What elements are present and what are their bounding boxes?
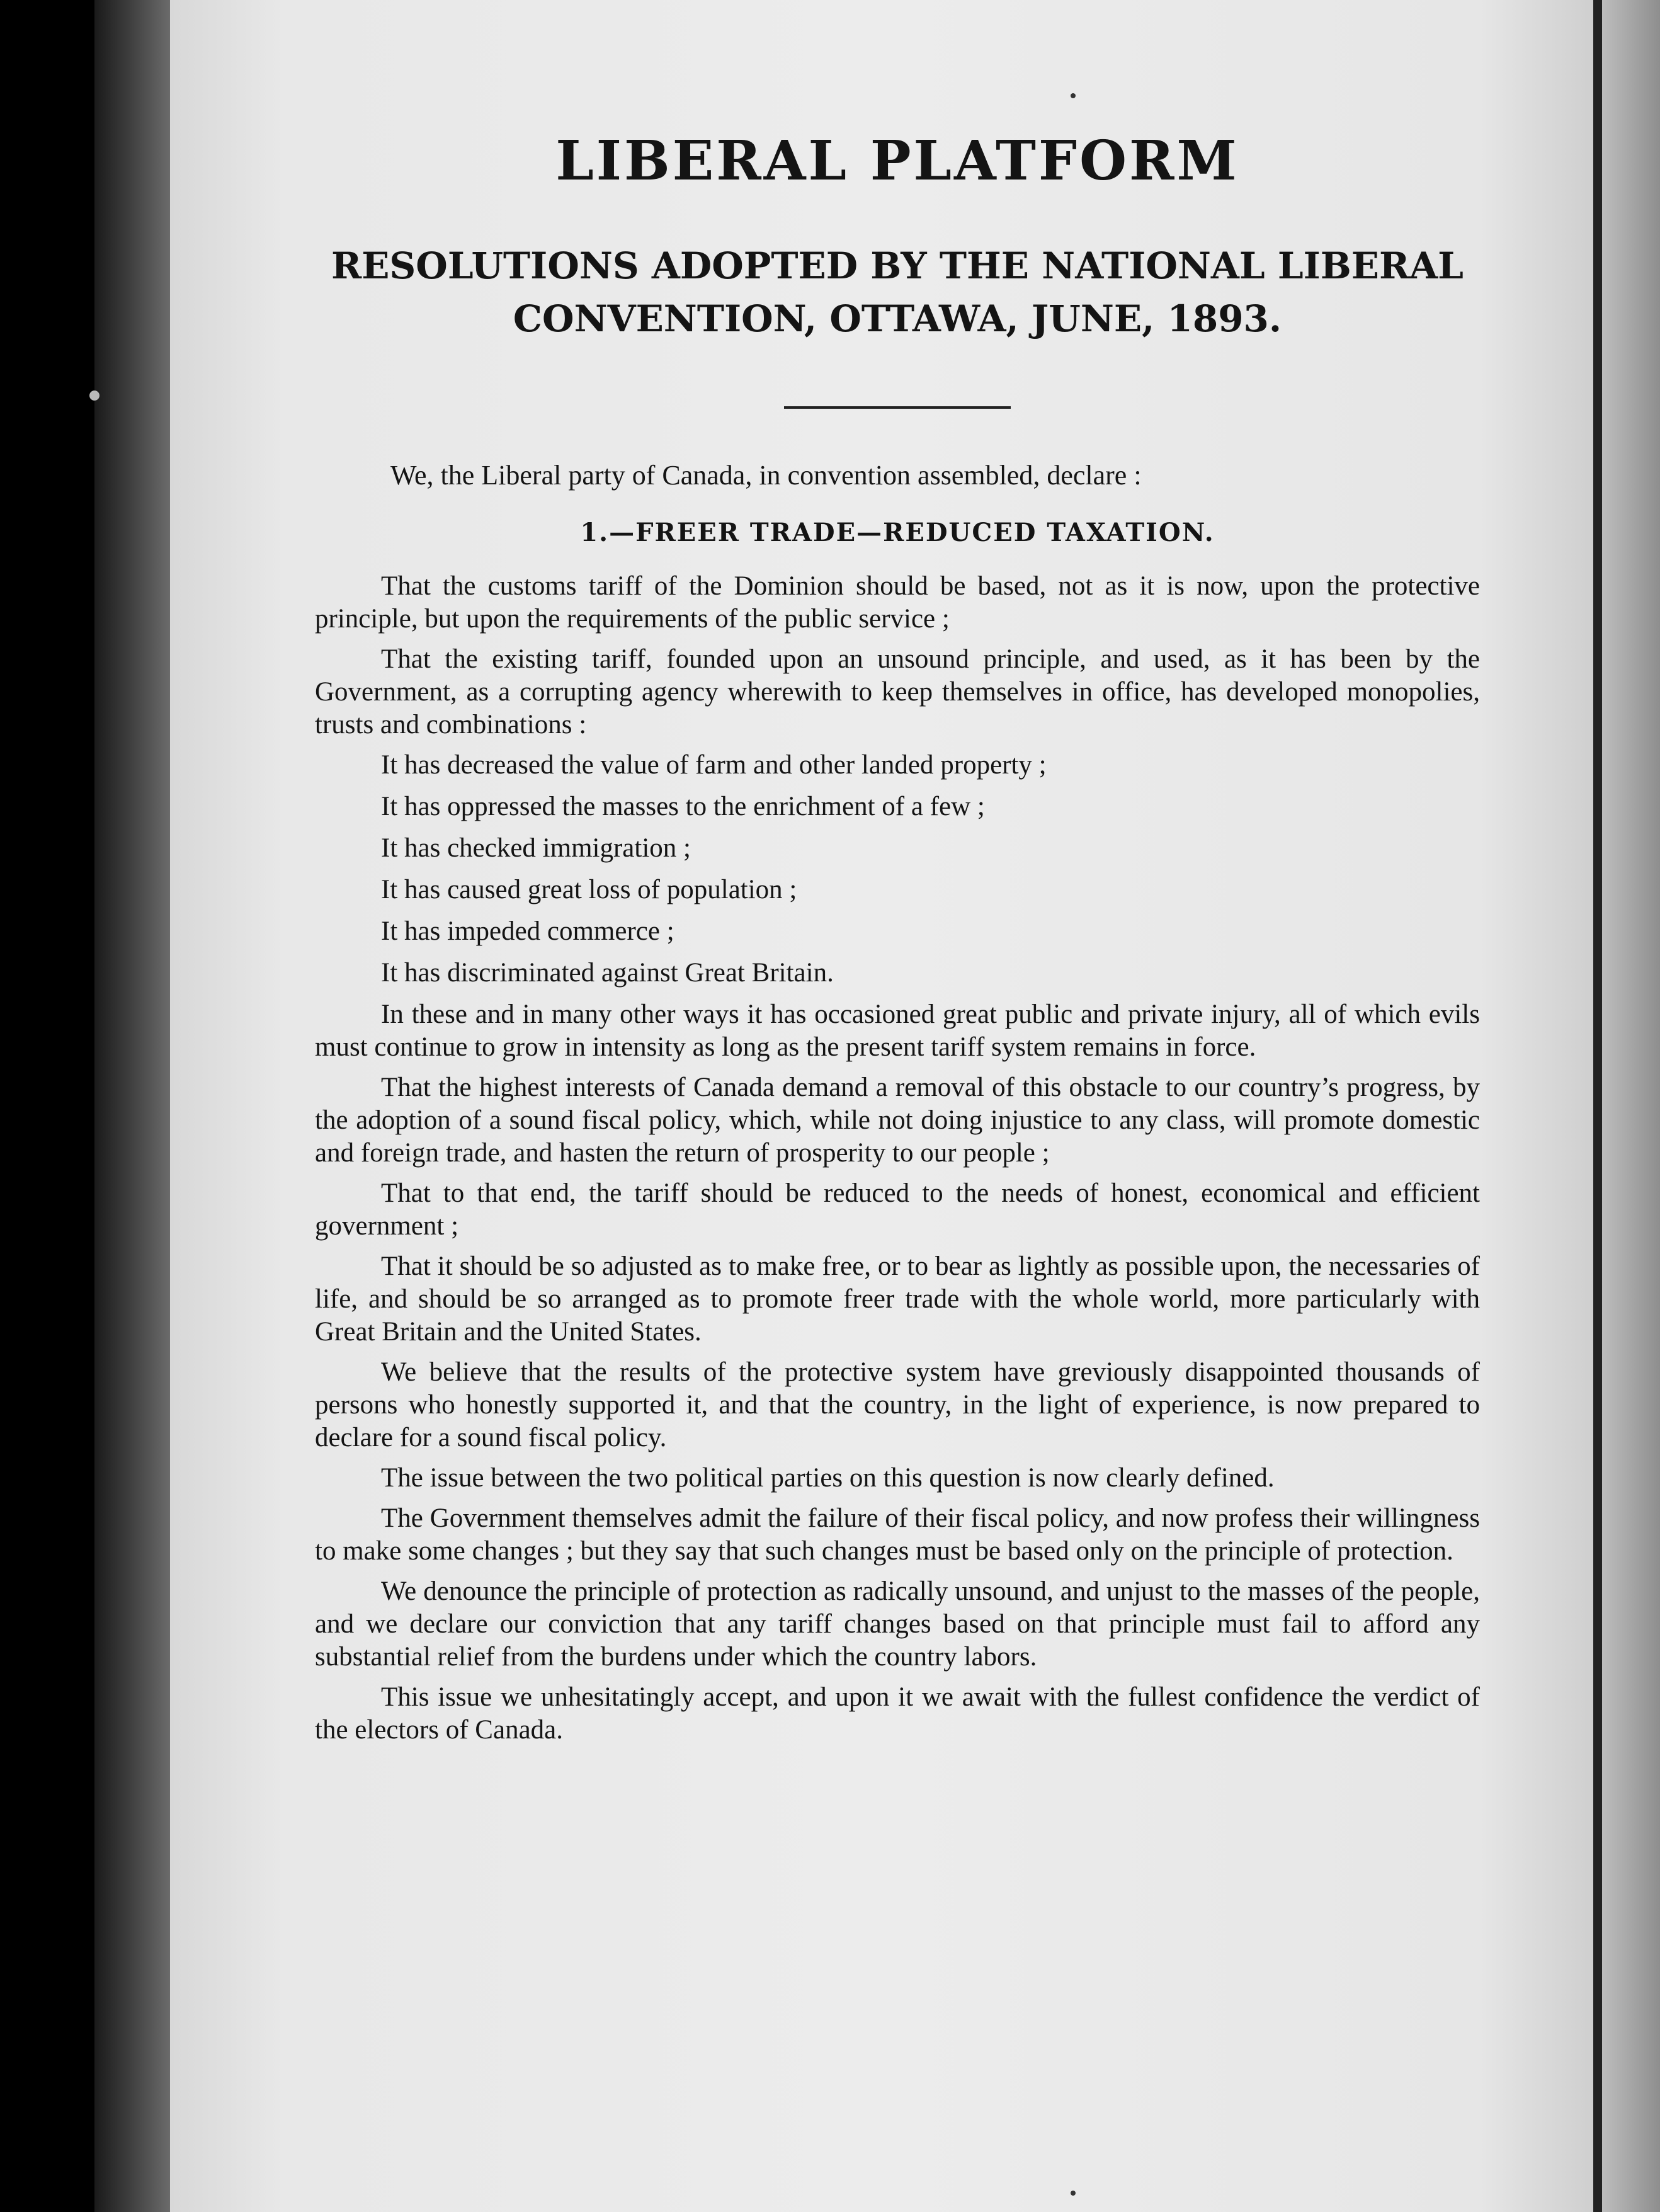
adjacent-page-edge	[1602, 0, 1660, 2212]
paragraph: We denounce the principle of protection as radically unsound, and unjust to the masses of the people, and we declare our conviction that any tariff changes based on that principle must fail to afford any substantial relief from the burdens under which the country labors.	[315, 1576, 1480, 1672]
intro-declaration: We, the Liberal party of Canada, in convention assembled, declare :	[390, 460, 1142, 491]
section-heading: 1.—FREER TRADE—REDUCED TAXATION.	[580, 518, 1215, 547]
paragraph: That the highest interests of Canada demand a removal of this obstacle to our country’s progress, by the adoption of a sound fiscal policy, which, while not doing injustice to any class, will promote domestic and foreign trade, and hasten the return of prosperity to our people ;	[315, 1073, 1480, 1168]
binding-gutter	[94, 0, 170, 2212]
subtitle-line: CONVENTION, OTTAWA, JUNE, 1893.	[513, 297, 1282, 340]
paragraph: In these and in many other ways it has occasioned great public and private injury, all of which evils must continue to grow in intensity as long as the present tariff system remains in force.	[315, 1000, 1480, 1062]
document-subtitle	[315, 239, 1480, 345]
paragraph: The issue between the two political parties on this question is now clearly defined.	[381, 1463, 1275, 1493]
scan-speck	[1071, 2191, 1076, 2196]
scan-speck	[1071, 93, 1076, 98]
paragraph: That the customs tariff of the Dominion should be based, not as it is now, upon the protective principle, but upon the requirements of the public service ;	[315, 571, 1480, 634]
paragraph: The Government themselves admit the failure of their fiscal policy, and now profess their willingness to make some changes ; but they say that such changes must be based only on the principle of protection.	[315, 1503, 1480, 1566]
paragraph: We believe that the results of the protective system have greviously disappointed thousands of persons who honestly supported it, and that the country, in the light of experience, is now prepared to declare for a sound fiscal policy.	[315, 1357, 1480, 1452]
list-item: It has oppressed the masses to the enrichment of a few ;	[381, 792, 985, 821]
list-item: It has checked immigration ;	[381, 833, 691, 863]
paragraph: This issue we unhesitatingly accept, and upon it we await with the fullest confidence the verdict of the electors of Canada.	[315, 1682, 1480, 1745]
page-edge	[1593, 0, 1602, 2212]
list-item: It has decreased the value of farm and other landed property ;	[381, 750, 1047, 780]
resolution-body	[315, 570, 1480, 1754]
paragraph: That to that end, the tariff should be reduced to the needs of honest, economical and efficient government ;	[315, 1178, 1480, 1241]
list-item: It has caused great loss of population ;	[381, 875, 797, 904]
subtitle-line: RESOLUTIONS ADOPTED BY THE NATIONAL LIBERAL	[331, 244, 1464, 287]
list-item: It has impeded commerce ;	[381, 916, 674, 946]
document-title: LIBERAL PLATFORM	[555, 129, 1239, 193]
paragraph: That it should be so adjusted as to make free, or to bear as lightly as possible upon, the necessaries of life, and should be so arranged as to promote freer trade with the whole world, more particularly with Great Britain and the United States.	[315, 1251, 1480, 1347]
divider-rule	[784, 406, 1011, 409]
list-item: It has discriminated against Great Britain.	[381, 958, 834, 988]
scan-speck	[89, 391, 99, 401]
paragraph: That the existing tariff, founded upon an unsound principle, and used, as it has been by the Government, as a corrupting agency wherewith to keep themselves in office, has developed monopolies, trusts and combinations :	[315, 644, 1480, 739]
